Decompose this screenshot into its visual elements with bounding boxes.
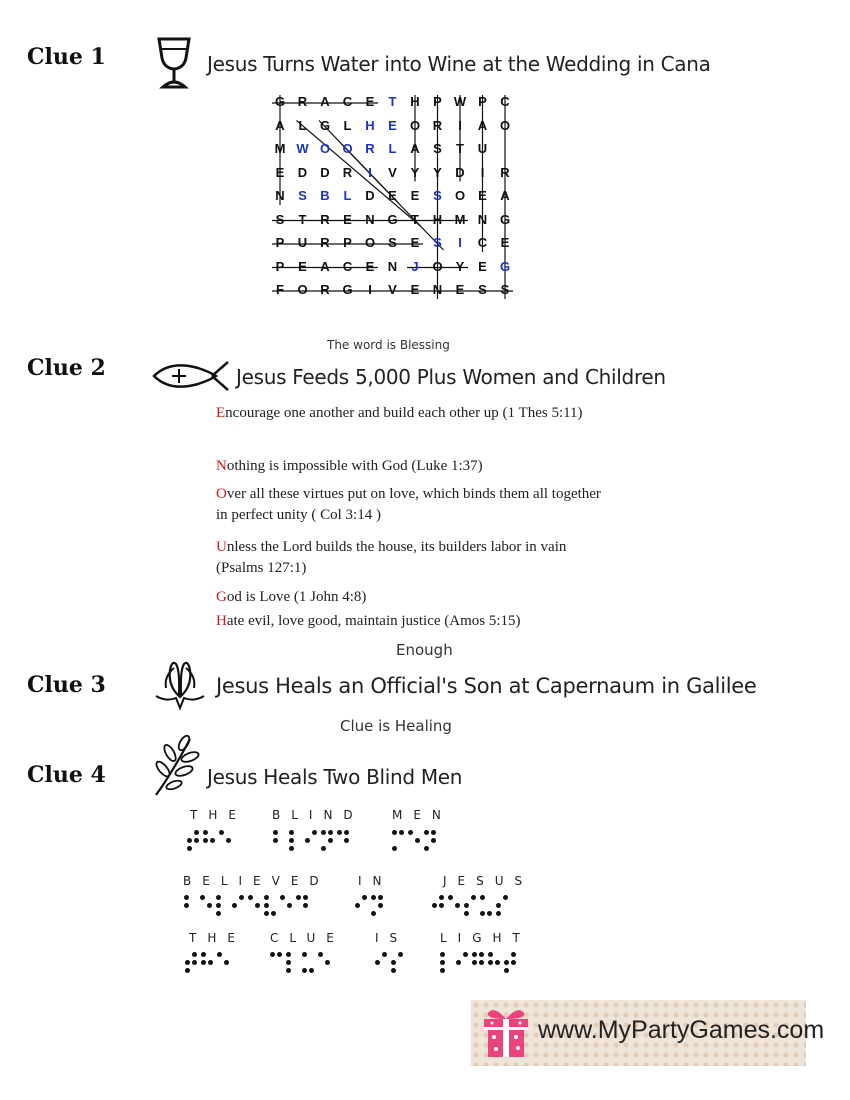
grid-letter: P: [433, 94, 442, 109]
verse-initial: O: [216, 486, 227, 502]
braille-dot: [439, 903, 444, 908]
braille-dot: [264, 895, 269, 900]
braille-dot: [399, 830, 404, 835]
braille-dot: [207, 903, 212, 908]
braille-dot: [424, 830, 429, 835]
grid-letter: W: [453, 94, 467, 109]
verse-text: nless the Lord builds the house, its builders labor in vain (Psalms 127:1): [216, 539, 567, 576]
grid-letter: E: [410, 282, 420, 297]
braille-dot: [328, 838, 333, 843]
braille-dot: [184, 895, 189, 900]
grid-letter: T: [411, 211, 419, 227]
clue-3-answer: Clue is Healing: [340, 717, 452, 735]
grid-letter: R: [320, 235, 330, 250]
grid-letter: O: [409, 117, 421, 133]
braille-dot: [200, 895, 205, 900]
grid-letter: I: [368, 164, 372, 180]
braille-dot: [273, 838, 278, 843]
grid-letter: M: [274, 141, 286, 156]
braille-dot: [382, 952, 387, 957]
braille-dot: [471, 895, 476, 900]
braille-dot: [286, 960, 291, 965]
braille-dot: [472, 952, 477, 957]
grid-letter: H: [432, 211, 443, 227]
grid-letter: U: [477, 141, 488, 156]
braille-dot: [464, 903, 469, 908]
grid-letter: W: [296, 141, 309, 156]
braille-dot: [487, 911, 492, 916]
braille-dot: [488, 960, 493, 965]
grid-letter: S: [433, 141, 442, 156]
braille-dot: [203, 838, 208, 843]
braille-dot: [277, 952, 282, 957]
grid-letter: U: [297, 235, 308, 250]
grid-letter: V: [388, 282, 397, 297]
grid-letter: N: [387, 258, 398, 274]
grid-letter: L: [343, 117, 352, 133]
braille-dot: [185, 968, 190, 973]
braille-dot: [464, 911, 469, 916]
grid-letter: R: [500, 164, 510, 180]
grid-letter: T: [388, 94, 397, 109]
braille-dot: [305, 838, 310, 843]
braille-dot: [248, 895, 253, 900]
braille-dot: [216, 911, 221, 916]
braille-dot: [504, 960, 509, 965]
grid-letter: Y: [410, 164, 420, 180]
grid-letter: G: [387, 211, 398, 227]
grid-letter: O: [297, 282, 308, 297]
grid-letter: O: [499, 117, 511, 133]
braille-dot: [378, 903, 383, 908]
braille-word: THE: [190, 808, 247, 822]
grid-letter: S: [275, 211, 285, 227]
braille-dot: [439, 895, 444, 900]
grid-letter: A: [500, 188, 510, 203]
grid-letter: I: [458, 235, 462, 250]
braille-dot: [321, 830, 326, 835]
braille-word: LIGHT: [440, 931, 531, 945]
braille-dot: [216, 903, 221, 908]
grid-letter: P: [343, 235, 352, 250]
braille-dot: [302, 952, 307, 957]
grid-letter: Y: [433, 164, 442, 180]
grid-letter: N: [365, 211, 375, 227]
braille-dot: [391, 960, 396, 965]
braille-dot: [511, 952, 516, 957]
braille-dot: [201, 960, 206, 965]
braille-dot: [496, 911, 501, 916]
grid-letter: C: [342, 258, 353, 274]
braille-dot: [378, 895, 383, 900]
braille-dot: [480, 895, 485, 900]
braille-dot: [391, 968, 396, 973]
grid-letter: R: [342, 164, 353, 180]
grid-letter: T: [298, 211, 307, 227]
gift-box-icon: [480, 1003, 532, 1061]
grid-letter: G: [319, 117, 331, 133]
braille-dot: [271, 911, 276, 916]
grid-letter: M: [454, 211, 466, 227]
braille-dot: [392, 830, 397, 835]
grid-letter: A: [477, 117, 488, 133]
grid-letter: O: [342, 141, 353, 156]
verse-text: ate evil, love good, maintain justice (Amos 5:15): [226, 613, 521, 629]
braille-dot: [371, 895, 376, 900]
braille-dot: [455, 903, 460, 908]
braille-dot: [431, 838, 436, 843]
braille-dot: [480, 911, 485, 916]
braille-dot: [431, 830, 436, 835]
braille-dot: [495, 960, 500, 965]
grid-letter: C: [500, 94, 510, 109]
braille-dot: [302, 968, 307, 973]
verse-text: ver all these virtues put on love, which binds them all together in perfect unity ( Col 3:14 ): [216, 486, 601, 523]
braille-dot: [440, 968, 445, 973]
braille-dot: [472, 960, 477, 965]
braille-dot: [479, 952, 484, 957]
verse-text: ncourage one another and build each other up (1 Thes 5:11): [225, 405, 583, 421]
grid-letter: S: [388, 235, 397, 250]
grid-letter: E: [365, 94, 375, 109]
clue-3-title: Jesus Heals an Official's Son at Capernaum in Galilee: [216, 674, 757, 698]
braille-dot: [264, 911, 269, 916]
braille-dot: [286, 952, 291, 957]
braille-word: JESUS: [443, 874, 534, 888]
clue-2-label: Clue 2: [27, 355, 106, 381]
braille-dot: [325, 960, 330, 965]
grid-letter: P: [275, 235, 285, 250]
grid-letter: G: [274, 94, 286, 109]
braille-dot: [408, 830, 413, 835]
braille-dot: [303, 903, 308, 908]
grid-letter: E: [410, 235, 420, 250]
braille-dot: [488, 952, 493, 957]
verse-initial: E: [216, 405, 226, 421]
clue-2-title: Jesus Feeds 5,000 Plus Women and Children: [236, 365, 666, 389]
grid-letter: A: [320, 258, 330, 274]
grid-letter: R: [297, 94, 308, 109]
braille-dot: [337, 830, 342, 835]
grid-letter: S: [433, 188, 442, 203]
braille-dot: [496, 903, 501, 908]
braille-word: MEN: [392, 808, 452, 822]
grid-letter: I: [368, 282, 372, 297]
clue-3-label: Clue 3: [27, 672, 106, 698]
braille-dot: [448, 895, 453, 900]
grid-letter: E: [275, 164, 285, 180]
grid-letter: A: [410, 141, 420, 156]
braille-dot: [303, 895, 308, 900]
grid-letter: E: [478, 258, 487, 274]
grid-letter: R: [320, 211, 330, 227]
braille-dot: [192, 952, 197, 957]
grid-letter: B: [320, 188, 330, 203]
braille-dot: [194, 830, 199, 835]
braille-dot: [309, 968, 314, 973]
grid-letter: G: [499, 211, 511, 227]
braille-dot: [203, 830, 208, 835]
clue-4-label: Clue 4: [27, 762, 106, 788]
grid-letter: L: [298, 117, 307, 133]
grid-letter: A: [320, 94, 330, 109]
grid-letter: E: [343, 211, 352, 227]
braille-dot: [344, 838, 349, 843]
grid-letter: I: [480, 164, 485, 180]
braille-word: BELIEVED: [183, 874, 330, 888]
grid-letter: E: [388, 117, 397, 133]
braille-dot: [432, 903, 437, 908]
grid-letter: H: [365, 117, 375, 133]
grid-letter: D: [320, 164, 330, 180]
verse-text: od is Love (1 John 4:8): [226, 589, 367, 605]
grid-letter: O: [432, 258, 443, 274]
braille-dot: [318, 952, 323, 957]
grid-letter: G: [342, 282, 353, 297]
braille-dot: [210, 838, 215, 843]
grid-letter: S: [433, 235, 442, 250]
grid-letter: O: [364, 235, 376, 250]
braille-dot: [289, 846, 294, 851]
grid-letter: R: [320, 282, 330, 297]
braille-dot: [185, 960, 190, 965]
verse-initial: H: [216, 613, 227, 629]
braille-dot: [479, 960, 484, 965]
grid-letter: Y: [455, 258, 465, 274]
braille-dot: [463, 952, 468, 957]
braille-dot: [232, 903, 237, 908]
grid-letter: R: [432, 117, 443, 133]
braille-dot: [440, 952, 445, 957]
braille-dot: [392, 846, 397, 851]
braille-dot: [217, 952, 222, 957]
braille-word: THE: [189, 931, 246, 945]
grid-letter: P: [275, 258, 285, 274]
clue-4-title: Jesus Heals Two Blind Men: [207, 765, 463, 789]
braille-dot: [289, 838, 294, 843]
braille-dot: [375, 960, 380, 965]
grid-letter: E: [298, 258, 307, 274]
braille-dot: [194, 838, 199, 843]
grid-letter: E: [478, 188, 487, 203]
grid-letter: D: [297, 164, 308, 180]
braille-word: IS: [375, 931, 409, 945]
grid-letter: P: [478, 94, 487, 109]
grid-letter: O: [319, 141, 331, 156]
grid-letter: R: [365, 141, 375, 156]
braille-dot: [503, 895, 508, 900]
braille-dot: [440, 960, 445, 965]
braille-dot: [224, 960, 229, 965]
braille-dot: [184, 903, 189, 908]
braille-dot: [201, 952, 206, 957]
braille-dot: [255, 903, 260, 908]
braille-dot: [273, 830, 278, 835]
braille-dot: [415, 838, 420, 843]
braille-dot: [296, 895, 301, 900]
footer-website-link[interactable]: www.MyPartyGames.com: [538, 1016, 825, 1044]
braille-dot: [456, 960, 461, 965]
grid-letter: V: [388, 164, 397, 180]
verse-initial: N: [216, 458, 227, 474]
grid-letter: S: [298, 188, 307, 203]
braille-dot: [511, 960, 516, 965]
braille-dot: [286, 968, 291, 973]
grid-letter: N: [432, 282, 443, 297]
grid-letter: D: [455, 164, 465, 180]
clue-1-title: Jesus Turns Water into Wine at the Wedding in Cana: [207, 52, 711, 76]
clue-2-answer: Enough: [396, 641, 453, 659]
braille-dot: [424, 846, 429, 851]
grid-letter: E: [455, 282, 465, 297]
braille-dot: [504, 968, 509, 973]
braille-dot: [371, 911, 376, 916]
grid-letter: F: [276, 282, 284, 297]
braille-dot: [187, 846, 192, 851]
grid-letter: E: [365, 258, 375, 274]
braille-word: IN: [358, 874, 393, 888]
braille-dot: [239, 895, 244, 900]
braille-dot: [264, 903, 269, 908]
braille-dot: [216, 895, 221, 900]
grid-letter: S: [478, 282, 487, 297]
grid-letter: N: [275, 188, 285, 203]
grid-letter: L: [388, 141, 397, 156]
braille-word: BLIND: [272, 808, 364, 822]
braille-word: CLUE: [270, 931, 345, 945]
braille-dot: [187, 838, 192, 843]
braille-dot: [226, 838, 231, 843]
verse-text: othing is impossible with God (Luke 1:37): [226, 458, 483, 474]
braille-dot: [287, 903, 292, 908]
clue-1-answer: The word is Blessing: [327, 338, 450, 352]
grid-letter: J: [411, 258, 419, 274]
grid-letter: E: [500, 235, 510, 250]
braille-dot: [280, 895, 285, 900]
grid-letter: D: [365, 188, 375, 203]
verse-initial: G: [216, 589, 227, 605]
grid-letter: L: [343, 188, 352, 203]
grid-letter: H: [410, 94, 420, 109]
braille-dot: [192, 960, 197, 965]
grid-letter: N: [477, 211, 488, 227]
grid-letter: E: [410, 188, 420, 203]
braille-dot: [321, 846, 326, 851]
grid-letter: G: [499, 258, 511, 274]
grid-letter: A: [275, 117, 285, 133]
braille-dot: [289, 830, 294, 835]
grid-letter: T: [456, 141, 464, 156]
braille-dot: [312, 830, 317, 835]
braille-dot: [208, 960, 213, 965]
grid-letter: O: [454, 188, 466, 203]
grid-letter: E: [388, 188, 397, 203]
grid-letter: C: [477, 235, 488, 250]
braille-dot: [355, 903, 360, 908]
braille-dot: [344, 830, 349, 835]
braille-dot: [328, 830, 333, 835]
grid-letter: I: [458, 117, 462, 133]
braille-dot: [398, 952, 403, 957]
braille-dot: [270, 952, 275, 957]
verse-initial: U: [216, 539, 227, 555]
grid-letter: C: [342, 94, 353, 109]
clue-1-label: Clue 1: [27, 44, 106, 70]
braille-dot: [362, 895, 367, 900]
grid-letter: S: [500, 282, 510, 297]
braille-dot: [219, 830, 224, 835]
